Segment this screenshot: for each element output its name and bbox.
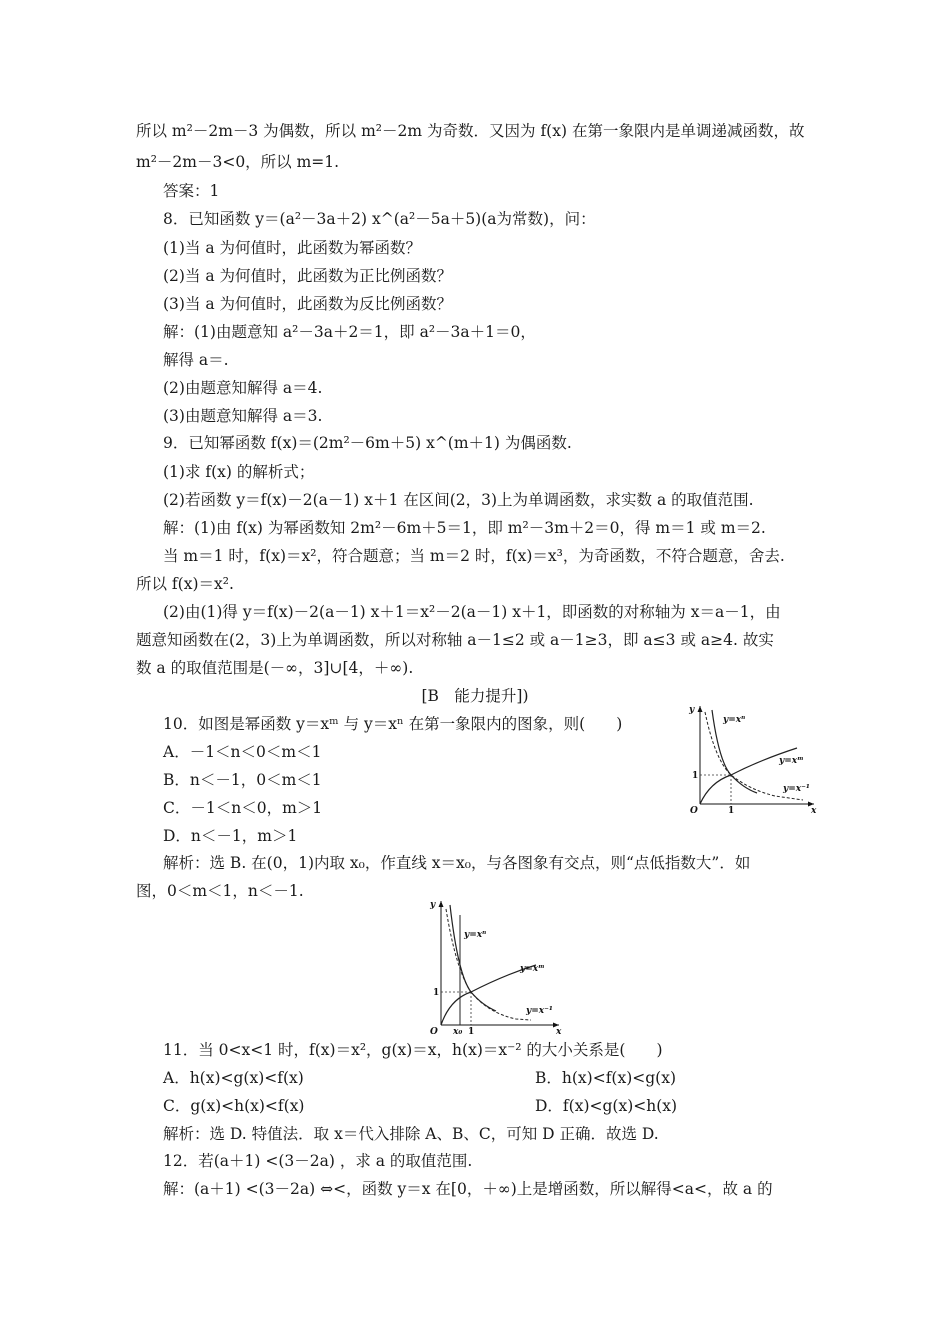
text-line: 所以 m²－2m－3 为偶数，所以 m²－2m 为奇数．又因为 f(x) 在第一象限内是单调递减函数，故 bbox=[136, 122, 805, 140]
y-arrow-icon bbox=[698, 706, 703, 712]
solution-line: 数 a 的取值范围是(－∞，3]∪[4，＋∞). bbox=[136, 659, 414, 677]
power-function-graph-2 bbox=[416, 895, 566, 1037]
label-y-x-n: y=xⁿ bbox=[723, 715, 746, 725]
y-arrow-icon bbox=[439, 901, 444, 907]
x-label: x bbox=[811, 806, 817, 815]
option-c: C．g(x)<h(x)<f(x) bbox=[163, 1097, 305, 1115]
label-y-x-inverse: y=x⁻¹ bbox=[783, 784, 810, 794]
label-y-x-m: y=xᵐ bbox=[520, 964, 545, 974]
origin-label: O bbox=[430, 1027, 438, 1037]
origin-label: O bbox=[690, 806, 698, 815]
option-b: B．h(x)<f(x)<g(x) bbox=[535, 1069, 677, 1087]
option-d: D．f(x)<g(x)<h(x) bbox=[535, 1097, 678, 1115]
problem-8-part-3: (3)当 a 为何值时，此函数为反比例函数？ bbox=[163, 295, 453, 313]
y-tick-1: 1 bbox=[692, 771, 699, 781]
power-function-graph-1 bbox=[675, 700, 820, 815]
analysis-line: 解析：选 B. 在(0，1)内取 x₀，作直线 x＝x₀，与各图象有交点，则“点低指数大”．如 bbox=[163, 854, 751, 872]
analysis-line: 图，0＜m＜1，n＜－1. bbox=[136, 882, 304, 900]
y-label: y bbox=[689, 705, 695, 715]
problem-9-part-1: (1)求 f(x) 的解析式； bbox=[163, 463, 315, 481]
option-b: B．n＜－1，0＜m＜1 bbox=[163, 771, 322, 789]
answer-line: 答案：1 bbox=[163, 182, 220, 200]
solution-line: (2)由(1)得 y＝f(x)－2(a－1) x＋1＝x²－2(a－1) x＋1，即函数的对称轴为 x＝a－1，由 bbox=[163, 603, 781, 621]
problem-8-part-2: (2)当 a 为何值时，此函数为正比例函数？ bbox=[163, 267, 453, 285]
option-a: A．h(x)<g(x)<f(x) bbox=[163, 1069, 304, 1087]
solution-line: 解：(1)由 f(x) 为幂函数知 2m²－6m＋5＝1，即 m²－3m＋2＝0，得 m＝1 或 m＝2. bbox=[163, 519, 766, 537]
problem-8-part-1: (1)当 a 为何值时，此函数为幂函数？ bbox=[163, 239, 422, 257]
problem-10-stem: 10．如图是幂函数 y＝xᵐ 与 y＝xⁿ 在第一象限内的图象，则( ) bbox=[163, 715, 623, 733]
solution-line: 当 m＝1 时，f(x)＝x²，符合题意；当 m＝2 时，f(x)＝x³，为奇函数，不符合题意，舍去. bbox=[163, 547, 785, 565]
curve-y-x-m bbox=[441, 965, 536, 1025]
problem-9-stem: 9．已知幂函数 f(x)＝(2m²－6m＋5) x^(m＋1) 为偶函数. bbox=[163, 434, 572, 452]
text-line: m²－2m－3<0，所以 m=1. bbox=[136, 153, 340, 171]
option-a: A．－1＜n＜0＜m＜1 bbox=[163, 743, 322, 761]
curve-y-x-inverse bbox=[446, 909, 531, 1020]
y-label: y bbox=[430, 900, 436, 910]
problem-11-stem: 11．当 0<x<1 时，f(x)＝x²，g(x)＝x，h(x)＝x⁻² 的大小关系是( ) bbox=[163, 1041, 663, 1059]
solution-line: 解得 a＝. bbox=[163, 351, 229, 369]
label-y-x-n: y=xⁿ bbox=[464, 930, 487, 940]
problem-9-part-2: (2)若函数 y＝f(x)－2(a－1) x＋1 在区间(2，3)上为单调函数，求实数 a 的取值范围. bbox=[163, 491, 754, 509]
x0-label: x₀ bbox=[453, 1027, 463, 1037]
solution-line: 所以 f(x)＝x². bbox=[136, 575, 234, 593]
label-y-x-m: y=xᵐ bbox=[779, 756, 804, 766]
option-d: D．n＜－1，m＞1 bbox=[163, 827, 298, 845]
solution-line: (3)由题意知解得 a＝3. bbox=[163, 407, 323, 425]
problem-8-stem: 8．已知函数 y＝(a²－3a＋2) x^(a²－5a＋5)(a为常数)，问： bbox=[163, 210, 596, 228]
y-tick-1: 1 bbox=[433, 988, 440, 998]
solution-line: 解：(1)由题意知 a²－3a＋2＝1，即 a²－3a＋1＝0， bbox=[163, 323, 536, 341]
x-tick-1: 1 bbox=[728, 806, 735, 815]
x-label: x bbox=[556, 1027, 562, 1037]
analysis-line: 解析：选 D. 特值法．取 x＝代入排除 A、B、C，可知 D 正确．故选 D. bbox=[163, 1125, 659, 1143]
solution-line: 题意知函数在(2，3)上为单调函数，所以对称轴 a－1≤2 或 a－1≥3，即 a≤3 或 a≥4. 故实 bbox=[136, 631, 774, 649]
problem-12-stem: 12．若(a＋1) <(3－2a) ，求 a 的取值范围. bbox=[163, 1152, 473, 1170]
solution-line: (2)由题意知解得 a＝4. bbox=[163, 379, 323, 397]
label-y-x-inverse: y=x⁻¹ bbox=[526, 1006, 553, 1016]
solution-line: 解：(a＋1) <(3－2a) ⇔<，函数 y＝x 在[0，＋∞)上是增函数，所以解得<a<，故 a 的 bbox=[163, 1180, 773, 1198]
section-heading: [B 能力提升]) bbox=[421, 687, 529, 705]
x-tick-1: 1 bbox=[468, 1027, 475, 1037]
option-c: C．－1＜n＜0，m＞1 bbox=[163, 799, 323, 817]
